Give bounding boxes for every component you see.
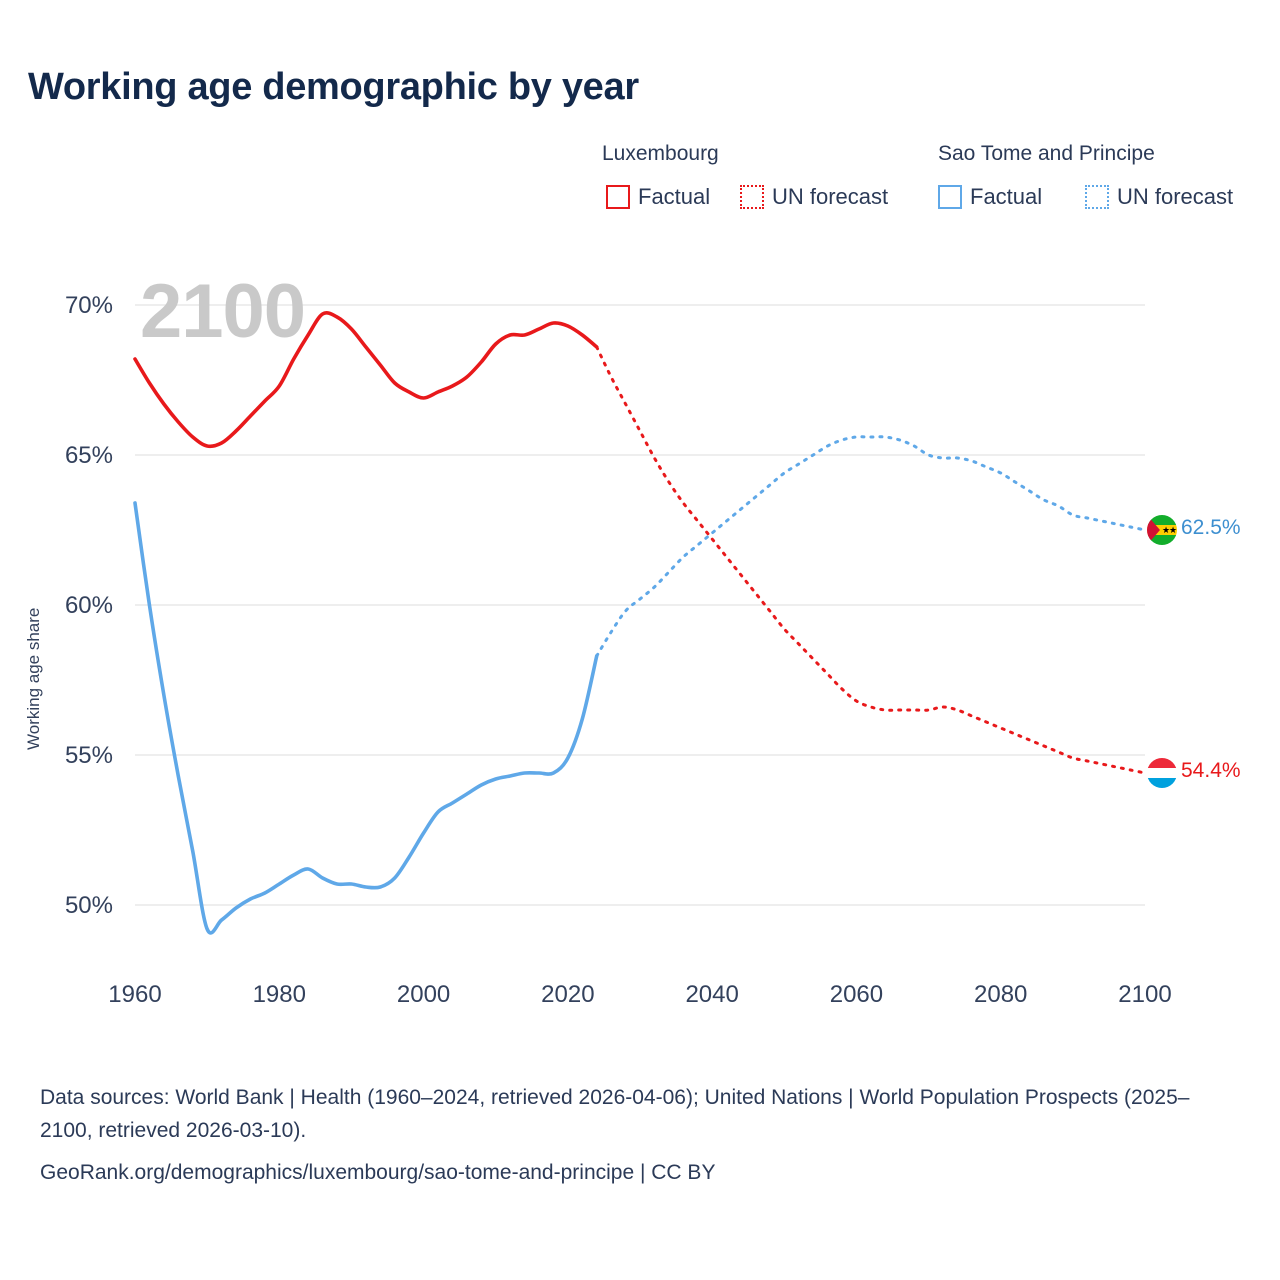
legend-swatch-solid-blue-icon — [938, 185, 962, 209]
legend-group-sao-tome-and-principe: Sao Tome and Principe — [938, 142, 1155, 165]
footer-attribution-link[interactable]: GeoRank.org/demographics/luxembourg/sao-tome-and-principe | CC BY — [40, 1161, 716, 1185]
flag-sao-tome-and-principe-icon: ★ ★ — [1147, 515, 1177, 545]
y-axis-label: Working age share — [24, 607, 43, 750]
legend-group-titles — [600, 142, 1260, 172]
flag-luxembourg-icon — [1147, 758, 1177, 788]
legend-group-luxembourg: Luxembourg — [602, 142, 719, 165]
chart-watermark: 2100 — [140, 269, 306, 354]
legend-swatch-dotted-blue-icon — [1085, 185, 1109, 209]
legend-item-luxembourg-factual[interactable] — [606, 184, 710, 210]
end-label-sao-tome-and-principe: 62.5% — [1181, 516, 1241, 539]
legend-label-luxembourg-factual: Factual — [638, 184, 711, 209]
footer — [40, 1082, 1220, 1190]
legend-label-sao-tome-forecast: UN forecast — [1117, 184, 1234, 209]
chart-legend — [600, 142, 1260, 224]
x-axis-tick-label: 2000 — [396, 981, 451, 1008]
x-axis-tick-label: 1960 — [108, 981, 162, 1008]
legend-label-sao-tome-factual: Factual — [970, 184, 1043, 209]
x-axis-tick-label: 2020 — [541, 981, 595, 1008]
x-axis-tick-label: 2080 — [974, 981, 1028, 1008]
legend-swatch-dotted-red-icon — [740, 185, 764, 209]
x-axis-tick-label: 2040 — [685, 981, 739, 1008]
legend-item-sao-tome-forecast[interactable] — [1085, 184, 1233, 210]
chart-plot-area — [0, 250, 1280, 1050]
legend-label-luxembourg-forecast: UN forecast — [772, 184, 889, 209]
legend-item-sao-tome-factual[interactable] — [938, 184, 1042, 210]
line-chart-svg — [0, 250, 1280, 1050]
y-axis-tick-label: 55% — [64, 742, 113, 769]
series-line-sao-tome-and-principe-factual — [135, 503, 597, 933]
series-line-sao-tome-and-principe-forecast — [597, 437, 1145, 656]
x-axis-tick-label: 1980 — [252, 981, 306, 1008]
y-axis-tick-label: 65% — [64, 442, 113, 469]
legend-swatch-solid-red-icon — [606, 185, 630, 209]
x-axis-tick-label: 2060 — [829, 981, 884, 1008]
legend-item-luxembourg-forecast[interactable] — [740, 184, 888, 210]
y-axis-tick-label: 50% — [64, 892, 113, 919]
footer-data-sources: Data sources: World Bank | Health (1960–2024, retrieved 2026-04-06); United Nations | World Population Prospects (2025–2100, retrieved 2026-03-10). — [40, 1086, 1190, 1142]
y-axis-tick-label: 70% — [64, 292, 113, 319]
end-label-luxembourg: 54.4% — [1181, 759, 1241, 782]
x-axis-tick-label: 2100 — [1118, 981, 1172, 1008]
page-title: Working age demographic by year — [28, 66, 639, 108]
y-axis-tick-label: 60% — [64, 592, 113, 619]
legend-items — [600, 184, 1260, 224]
